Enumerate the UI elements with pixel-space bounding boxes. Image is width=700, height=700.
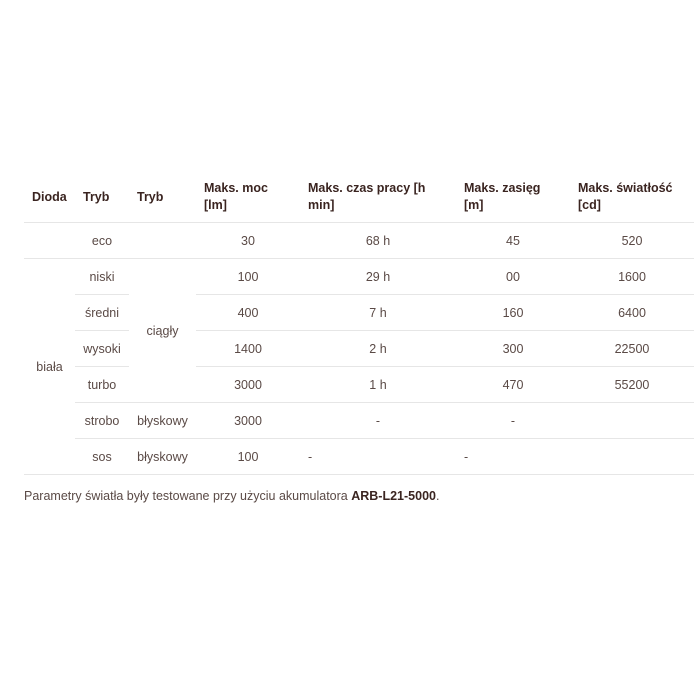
note-text: Parametry światła były testowane przy użyciu akumulatora: [24, 489, 352, 503]
power-cell: 3000: [196, 403, 300, 439]
type-cell-empty: [129, 223, 196, 259]
range-cell: -: [456, 403, 570, 439]
header-max-range: Maks. zasięg [m]: [456, 174, 570, 223]
power-cell: 3000: [196, 367, 300, 403]
intensity-cell: 55200: [570, 367, 694, 403]
range-cell: -: [456, 439, 570, 475]
header-tryb-type: Tryb: [129, 174, 196, 223]
battery-model: ARB-L21-5000: [351, 489, 436, 503]
note-suffix: .: [435, 489, 440, 503]
type-cell-ciagly: ciągły: [129, 259, 196, 403]
range-cell: 470: [456, 367, 570, 403]
test-note: [24, 489, 439, 503]
runtime-cell: 2 h: [300, 331, 456, 367]
table-row: [24, 331, 694, 367]
table-row: [24, 367, 694, 403]
header-max-power: Maks. moc [lm]: [196, 174, 300, 223]
table-row: [24, 295, 694, 331]
power-cell: 1400: [196, 331, 300, 367]
dioda-cell-empty: [24, 223, 75, 259]
runtime-cell: 68 h: [300, 223, 456, 259]
intensity-cell: 6400: [570, 295, 694, 331]
range-cell: 160: [456, 295, 570, 331]
range-cell: 45: [456, 223, 570, 259]
table-row: [24, 403, 694, 439]
mode-cell: sos: [75, 439, 129, 475]
dioda-cell: biała: [24, 259, 75, 475]
header-dioda: Dioda: [24, 174, 75, 223]
type-cell: błyskowy: [129, 439, 196, 475]
table-row: [24, 223, 694, 259]
header-max-runtime: Maks. czas pracy [h min]: [300, 174, 456, 223]
type-cell: błyskowy: [129, 403, 196, 439]
table-header-row: [24, 174, 694, 223]
intensity-cell: 22500: [570, 331, 694, 367]
mode-cell: strobo: [75, 403, 129, 439]
power-cell: 100: [196, 259, 300, 295]
mode-cell: niski: [75, 259, 129, 295]
range-cell: 00: [456, 259, 570, 295]
mode-cell: eco: [75, 223, 129, 259]
intensity-cell: [570, 439, 694, 475]
light-parameters-table: [24, 174, 694, 475]
table-row: [24, 439, 694, 475]
runtime-cell: -: [300, 439, 456, 475]
intensity-cell: 1600: [570, 259, 694, 295]
power-cell: 30: [196, 223, 300, 259]
power-cell: 400: [196, 295, 300, 331]
header-max-intensity: Maks. światłość [cd]: [570, 174, 694, 223]
runtime-cell: -: [300, 403, 456, 439]
range-cell: 300: [456, 331, 570, 367]
mode-cell: turbo: [75, 367, 129, 403]
mode-cell: średni: [75, 295, 129, 331]
mode-cell: wysoki: [75, 331, 129, 367]
power-cell: 100: [196, 439, 300, 475]
intensity-cell: [570, 403, 694, 439]
table-row: [24, 259, 694, 295]
intensity-cell: 520: [570, 223, 694, 259]
header-tryb: Tryb: [75, 174, 129, 223]
runtime-cell: 7 h: [300, 295, 456, 331]
runtime-cell: 1 h: [300, 367, 456, 403]
runtime-cell: 29 h: [300, 259, 456, 295]
